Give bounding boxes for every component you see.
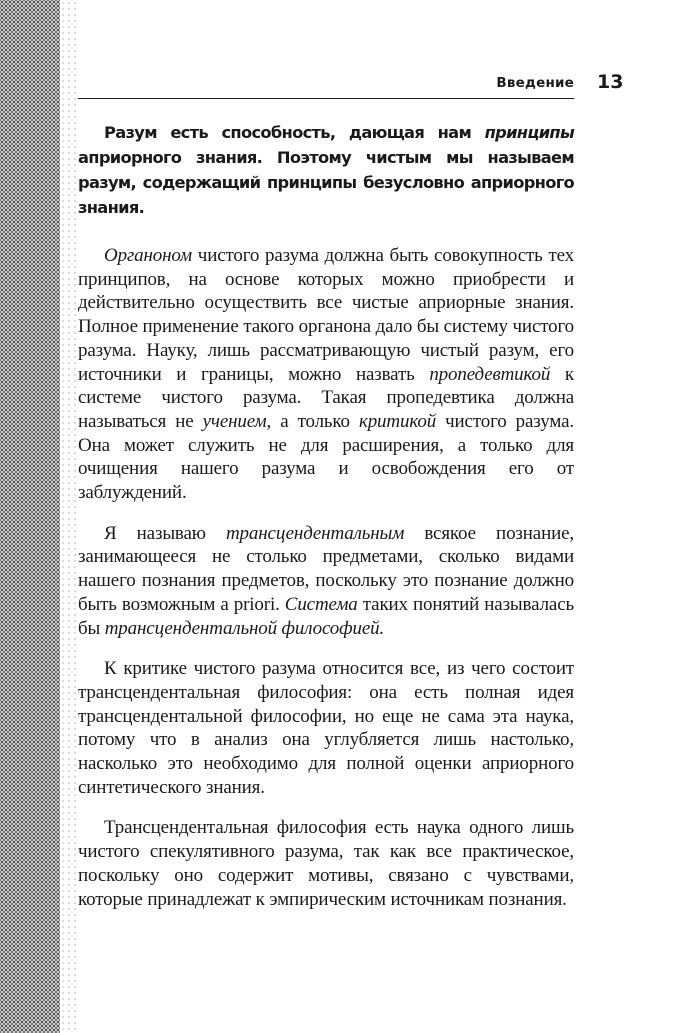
p1-italic-3: учением, [202,410,272,432]
p2-italic-1: трансцендентальным [225,522,405,544]
paragraph-critique [78,657,574,799]
scan-edge-fade [60,0,78,1033]
p2-text-1: Я называю [104,522,226,544]
paragraph-organon [78,244,574,505]
page-number: 13 [597,71,624,93]
p3-text-1: К критике чистого разума относится все, из чего состоит трансцендентальная философия: она есть полная идея трансцендентальной философии, но еще не сама эта наука, потому что в анализ она углубляется лишь настолько, насколько это необходимо для полной оценки априорного синтетического знания. [78,658,574,798]
scan-edge-halftone [0,0,60,1033]
p4-text-1: Трансцендентальная философия есть наука одного лишь чистого спекулятивного разума, так как все практическое, поскольку оно содержит мотивы, связано с чувствами, которые принадлежат к эмпирическим источникам познания. [78,817,574,910]
p2-italic-2: Система [284,593,358,615]
p1-text-1: чистого разума должна быть совокупность тех принципов, на основе которых можно приобрести и действительно осуществить все чистые априорные знания. Полное применение такого органона дало бы систему чистого разума. Науку, лишь рассматривающую чистый разум, его источники и границы, можно назвать [78,245,574,385]
running-head: Введение [496,75,574,91]
page-body [78,120,574,928]
p2-italic-3: трансцендентальной философией. [104,617,385,639]
page-header [78,68,574,99]
lead-text-2: априорного знания. Поэтому чистым мы называем разум, содержащий принципы безусловно априорного знания. [78,148,574,217]
p1-text-2: к системе чистого разума. Такая пропедевтика должна называться не [78,363,575,432]
lead-italic-1: принципы [484,123,574,142]
paragraph-transcendental [78,522,574,641]
p2-text-2: всякое познание, занимающееся не столько предметами, сколько видами нашего познания предметов, поскольку это познание должно быть возможным a priori. [78,522,574,615]
p1-italic-2: пропедевтикой [429,363,551,385]
p2-text-3: таких понятий называлась бы [78,593,574,639]
paragraph-philosophy [78,816,574,911]
p1-text-3: а только [271,410,359,432]
p1-text-4: чистого разума. Она может служить не для расширения, а только для очищения нашего разума и освобождения его от заблуждений. [78,410,574,504]
lead-text-1: Разум есть способность, дающая нам [104,123,485,142]
p1-italic-1: Органоном [104,245,193,266]
p1-italic-4: критикой [358,410,437,432]
lead-paragraph [78,120,574,220]
